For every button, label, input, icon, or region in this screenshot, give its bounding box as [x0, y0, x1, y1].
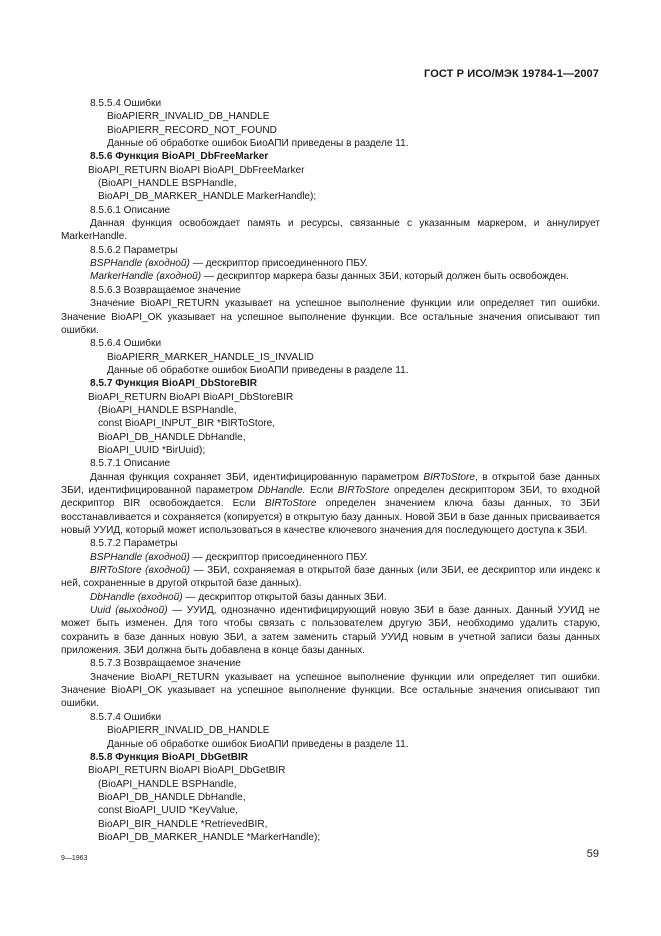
function-title: 8.5.7 Функция BioAPI_DbStoreBIR	[90, 378, 258, 390]
page-number: 59	[586, 848, 599, 860]
function-signature: BioAPI_RETURN BioAPI BioAPI_DbStoreBIR	[88, 391, 294, 403]
text-run: определен дескриптором ЗБИ, то входной дескриптор BIR освобождается. Если	[61, 484, 600, 510]
param-ref: BIRToStore	[337, 484, 390, 496]
param-name: Uuid (выходной)	[90, 605, 168, 617]
param-description	[61, 257, 600, 270]
function-param: BioAPI_DB_MARKER_HANDLE MarkerHandle);	[98, 191, 317, 203]
param-text: — ЗБИ, сохраняемая в открытой базе данных (или ЗБИ, ее дескриптор или индекс к ней, сохраненные в другой открытой базе данных).	[61, 565, 600, 590]
function-param: (BioAPI_HANDLE BSPHandle,	[98, 404, 237, 416]
section-heading: 8.5.7.4 Ошибки	[90, 711, 162, 723]
function-param: const BioAPI_UUID *KeyValue,	[98, 805, 239, 817]
document-body	[61, 97, 600, 844]
error-code: BioAPIERR_MARKER_HANDLE_IS_INVALID	[107, 351, 314, 363]
param-description	[61, 564, 600, 591]
function-param: BioAPI_UUID *BirUuid);	[98, 444, 206, 456]
error-note: Данные об обработке ошибок БиоАПИ приведены в разделе 11.	[107, 138, 409, 150]
text-run: Данная функция сохраняет ЗБИ, идентифицированную параметром	[90, 471, 424, 483]
param-description	[61, 270, 600, 283]
function-title: 8.5.6 Функция BioAPI_DbFreeMarker	[90, 151, 269, 163]
param-description	[61, 604, 600, 657]
section-heading: 8.5.6.3 Возвращаемое значение	[90, 284, 241, 296]
error-note: Данные об обработке ошибок БиоАПИ приведены в разделе 11.	[107, 738, 409, 750]
error-code: BioAPIERR_INVALID_DB_HANDLE	[107, 111, 270, 123]
section-heading: 8.5.7.2 Параметры	[90, 538, 178, 550]
function-param: BioAPI_DB_HANDLE DbHandle,	[98, 431, 246, 443]
section-heading: 8.5.5.4 Ошибки	[90, 98, 162, 109]
section-heading: 8.5.7.1 Описание	[90, 458, 171, 470]
function-title: 8.5.8 Функция BioAPI_DbGetBIR	[90, 751, 249, 763]
function-signature: BioAPI_RETURN BioAPI BioAPI_DbFreeMarker	[88, 164, 305, 176]
param-ref: DbHandle.	[257, 484, 306, 496]
param-text: — дескриптор присоединенного ПБУ.	[189, 258, 368, 270]
function-param: BioAPI_DB_HANDLE DbHandle,	[98, 791, 246, 803]
error-code: BioAPIERR_INVALID_DB_HANDLE	[107, 725, 270, 737]
param-name: MarkerHandle (входной)	[90, 271, 202, 283]
function-param: BioAPI_DB_MARKER_HANDLE *MarkerHandle);	[98, 831, 321, 843]
param-text: — УУИД, однозначно идентифицирующий новую ЗБИ в базе данных. Данный УУИД не может быть изменен. Для того чтобы связать с пользователем другую ЗБИ, необходимо удалить старую, сохранить в базе данных новую ЗБИ, а затем заменить старый УУИД новым в учетной записи базы данных приложения. ЗБИ должна быть добавлена в конце базы данных.	[61, 605, 601, 657]
param-text: — дескриптор маркера базы данных ЗБИ, который должен быть освобожден.	[201, 271, 569, 283]
param-description	[61, 591, 600, 604]
paragraph: Значение BioAPI_RETURN указывает на успешное выполнение функции или определяет тип ошибки. Значение BioAPI_OK указывает на успешное выполнение функции. Все остальные значения описывают тип ошибки.	[61, 671, 600, 710]
error-note: Данные об обработке ошибок БиоАПИ приведены в разделе 11.	[107, 364, 409, 376]
function-param: BioAPI_BIR_HANDLE *RetrievedBIR,	[98, 818, 268, 830]
text-run: , в открытой базе данных ЗБИ, идентифицированной параметром	[61, 471, 600, 496]
text-run: определен значением ключа базы данных, то ЗБИ восстанавливается и сохраняется (копируется) в открытую базу данных. Новой ЗБИ в базе данных присваивается новый УУИД, который может использоваться в качестве ключевого значения для последующего доступа к ЗБИ.	[61, 498, 600, 536]
param-description	[61, 551, 600, 564]
document-header: ГОСТ Р ИСО/МЭК 19784-1—2007	[424, 68, 599, 80]
param-text: — дескриптор присоединенного ПБУ.	[189, 551, 368, 563]
param-name: BIRToStore (входной)	[90, 565, 191, 577]
section-heading: 8.5.6.2 Параметры	[90, 244, 178, 256]
section-heading: 8.5.6.4 Ошибки	[90, 338, 162, 350]
paragraph: Значение BioAPI_RETURN указывает на успешное выполнение функции или определяет тип ошибки. Значение BioAPI_OK указывает на успешное выполнение функции. Все остальные значения описывают тип ошибки.	[61, 298, 600, 336]
error-code: BioAPIERR_RECORD_NOT_FOUND	[107, 124, 277, 136]
paragraph: Данная функция освобождает память и ресурсы, связанные с указанным маркером, и аннулирует MarkerHandle.	[61, 218, 600, 243]
print-mark: 9—1963	[61, 855, 88, 862]
param-ref: BIRToStore	[423, 471, 476, 483]
param-name: BSPHandle (входной)	[90, 551, 190, 563]
function-param: const BioAPI_INPUT_BIR *BIRToStore,	[98, 418, 276, 430]
text-run: Если	[305, 484, 338, 496]
function-param: (BioAPI_HANDLE BSPHandle,	[98, 178, 237, 190]
param-name: BSPHandle (входной)	[90, 258, 190, 270]
paragraph	[61, 471, 600, 538]
function-param: (BioAPI_HANDLE BSPHandle,	[98, 778, 237, 790]
param-name: DbHandle (входной)	[90, 591, 183, 603]
function-signature: BioAPI_RETURN BioAPI BioAPI_DbGetBIR	[88, 765, 286, 777]
section-heading: 8.5.7.3 Возвращаемое значение	[90, 658, 241, 670]
section-heading: 8.5.6.1 Описание	[90, 204, 171, 216]
param-text: — дескриптор открытой базы данных ЗБИ.	[182, 591, 387, 603]
param-ref: BIRToStore	[264, 498, 317, 510]
